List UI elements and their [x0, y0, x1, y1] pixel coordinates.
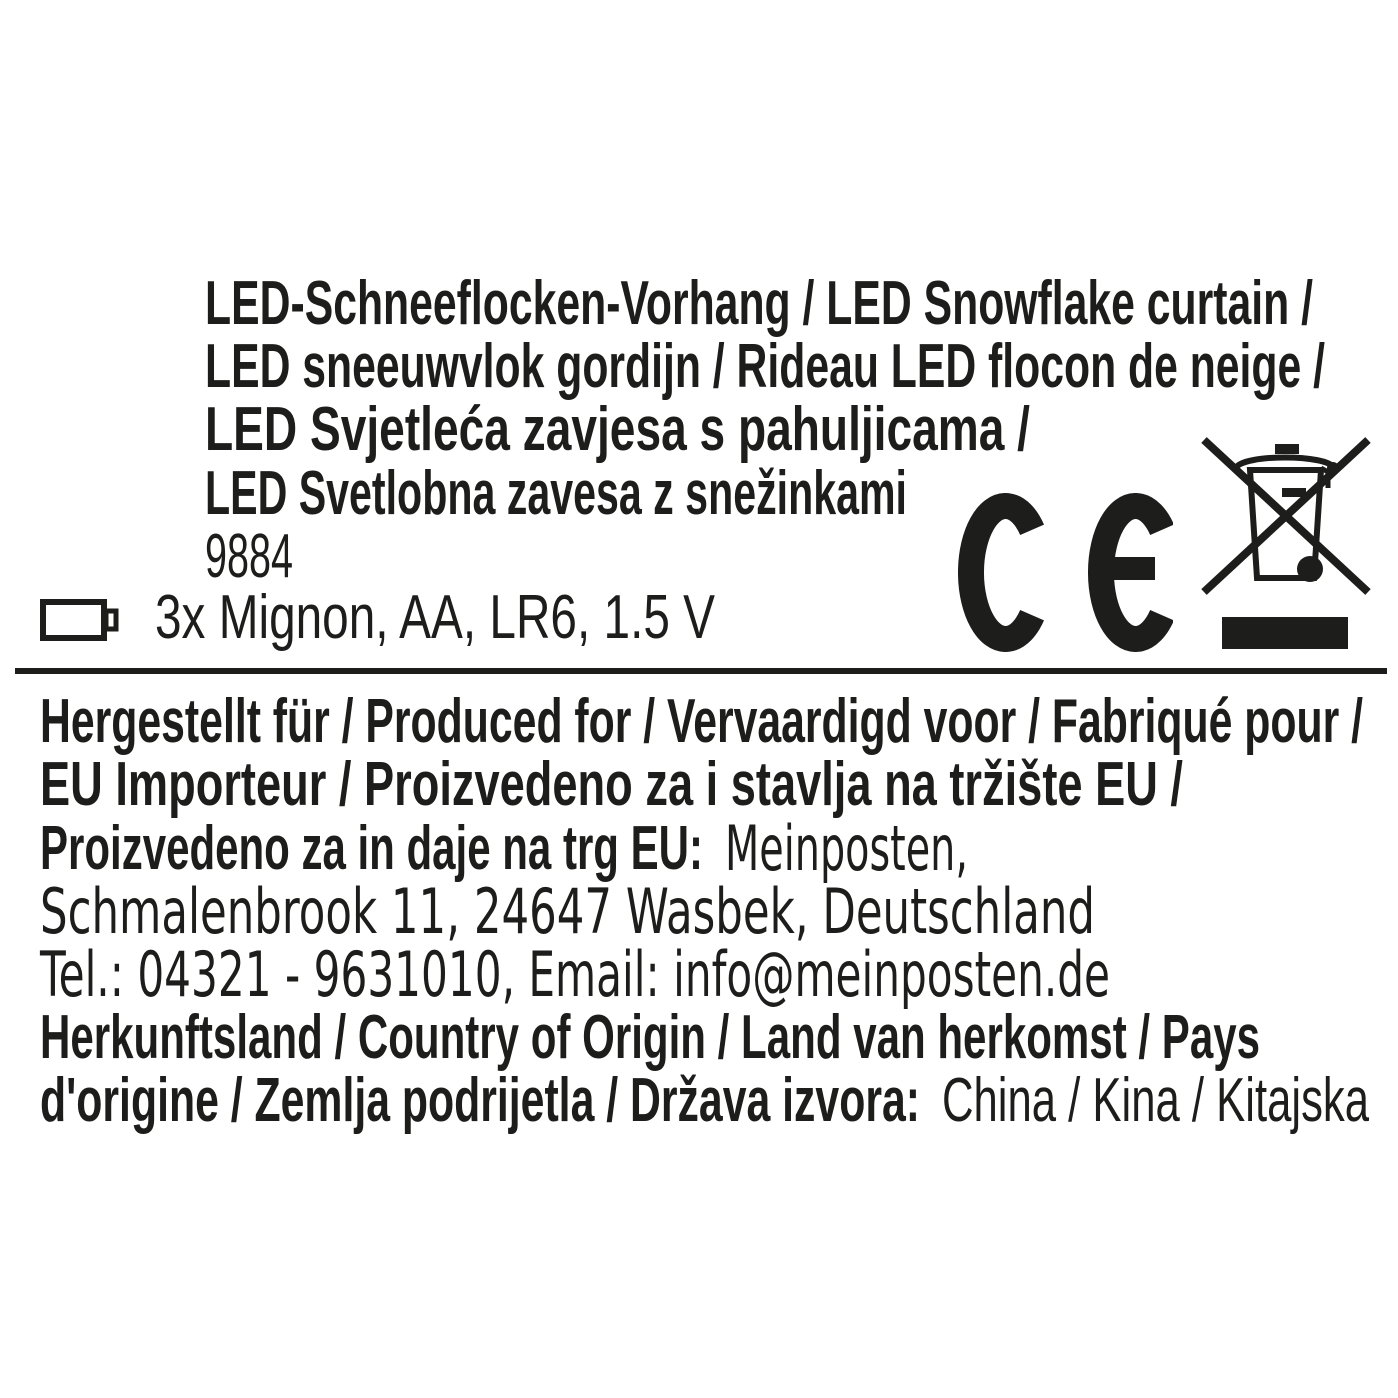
origin-line-2 [40, 1068, 1369, 1135]
product-title-hr: LED Svjetleća zavjesa s pahuljicama / [205, 395, 1030, 464]
origin-countries: China / Kina / Kitajska [942, 1066, 1369, 1135]
address-line [40, 875, 1095, 948]
weee-crossed-bin-icon [1200, 428, 1395, 655]
product-title-sl: LED Svetlobna zavesa z snežinkami [205, 459, 907, 528]
ce-mark-icon [958, 493, 1173, 652]
produced-for-text: Hergestellt für / Produced for / Vervaardigd voor / Fabriqué pour / [40, 687, 1363, 756]
product-title-line-3 [205, 397, 1030, 464]
article-number-line [205, 524, 293, 591]
separator-rule [15, 668, 1387, 674]
company-contact: Tel.: 04321 - 9631010, Email: info@meinposten.de [40, 938, 1110, 1011]
origin-heading: Herkunftsland / Country of Origin / Land van herkomst / Pays [40, 1003, 1260, 1072]
battery-spec-line [155, 585, 715, 652]
product-title-nl-fr: LED sneeuwvlok gordijn / Rideau LED flocon de neige / [205, 332, 1325, 401]
produced-for-label: Proizvedeno za in daje na trg EU: [40, 814, 703, 883]
product-title-line-2 [205, 334, 1325, 401]
company-name: Meinposten, [725, 812, 968, 885]
produced-for-line-2 [40, 752, 1183, 819]
origin-line-1 [40, 1005, 1260, 1072]
produced-for-line-3 [40, 812, 968, 885]
battery-icon [40, 598, 120, 642]
contact-line [40, 938, 1110, 1011]
product-title-line-4 [205, 461, 907, 528]
origin-label: d'origine / Zemlja podrijetla / Država izvora: [40, 1066, 920, 1135]
company-address: Schmalenbrook 11, 24647 Wasbek, Deutschland [40, 875, 1095, 948]
product-title-de-en: LED-Schneeflocken-Vorhang / LED Snowflake curtain / [205, 269, 1313, 338]
product-title-line-1 [205, 271, 1313, 338]
produced-for-line-1 [40, 689, 1363, 756]
article-number: 9884 [205, 522, 293, 591]
battery-spec: 3x Mignon, AA, LR6, 1.5 V [155, 583, 715, 652]
eu-importer-text: EU Importeur / Proizvedeno za i stavlja na tržište EU / [40, 750, 1183, 819]
